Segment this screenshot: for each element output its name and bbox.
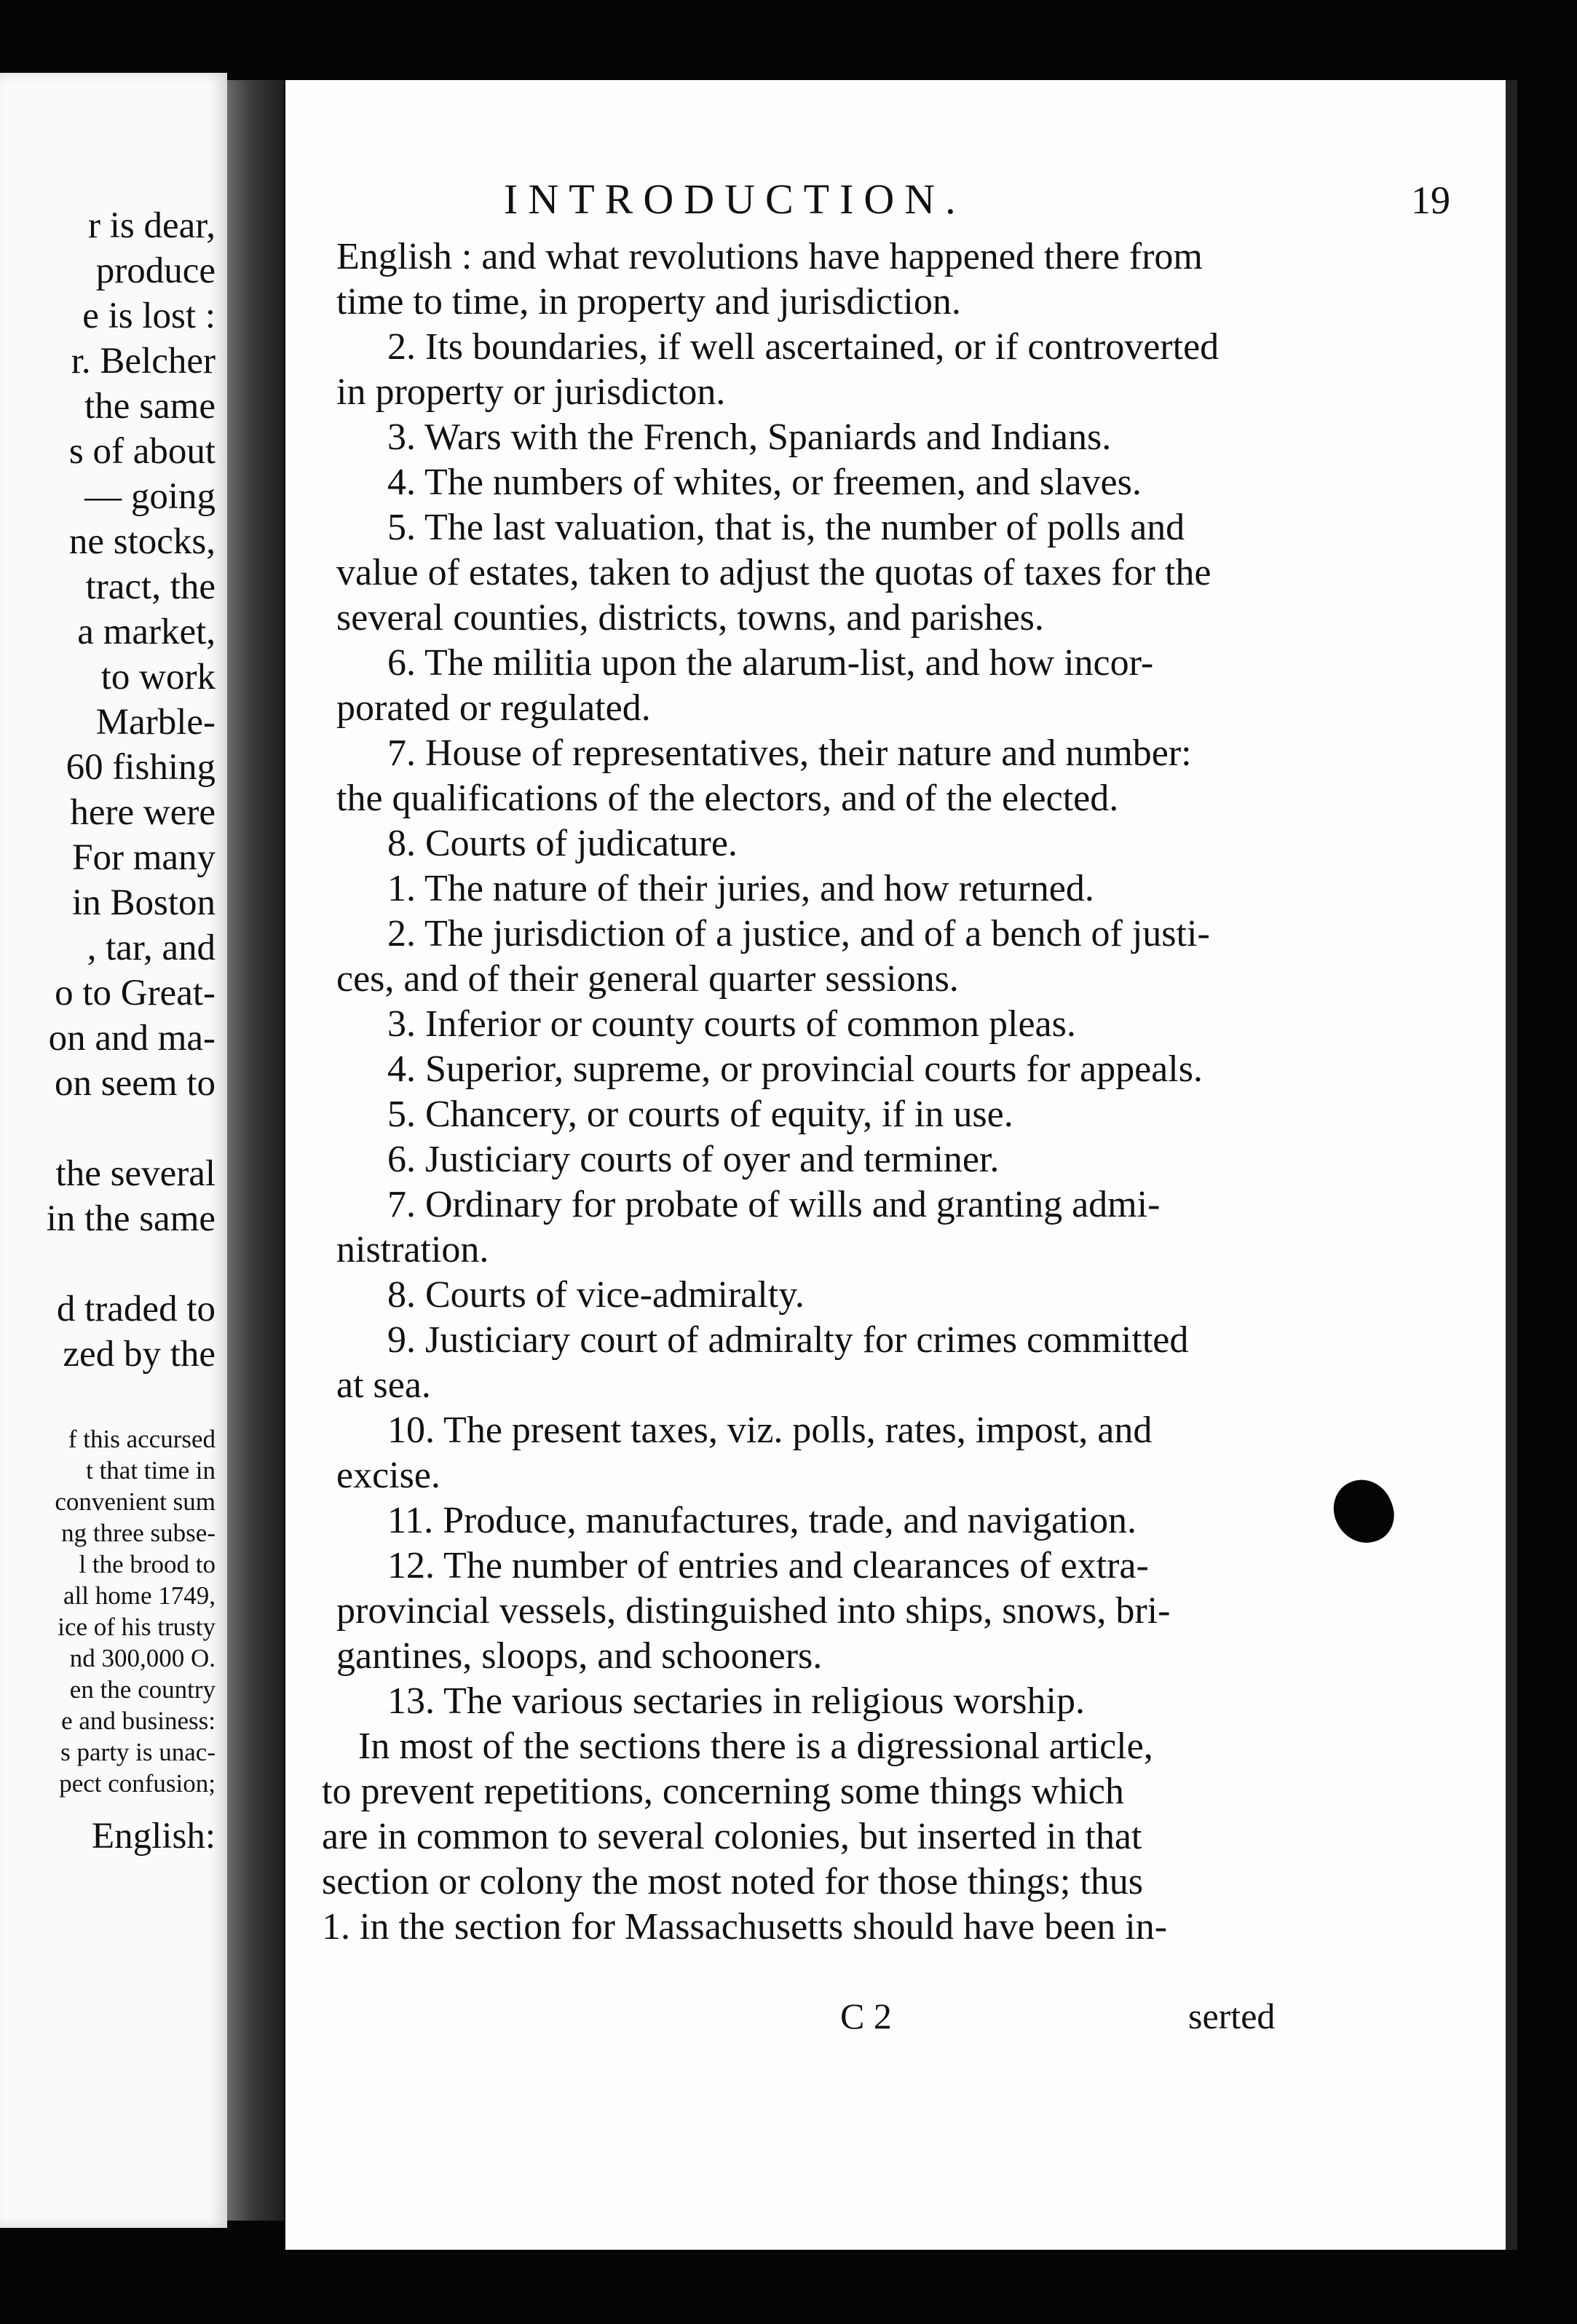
left-footnote-line: f this accursed [68, 1425, 216, 1453]
left-line: ne stocks, [68, 521, 216, 562]
text-line: 8. Courts of vice-admiralty. [387, 1274, 805, 1316]
left-footnote-line: en the country [69, 1675, 216, 1704]
left-line: here were [70, 792, 216, 833]
left-footnote-line: nd 300,000 O. [69, 1644, 216, 1672]
text-line: 4. Superior, supreme, or provincial courts for appeals. [387, 1048, 1203, 1090]
text-line: 9. Justiciary court of admiralty for crimes committed [387, 1319, 1189, 1361]
left-line: the several [55, 1153, 216, 1194]
text-line: 3. Inferior or county courts of common pleas. [387, 1003, 1076, 1045]
left-line: , tar, and [87, 928, 216, 968]
left-line: 60 fishing [66, 747, 216, 788]
text-line: at sea. [336, 1364, 431, 1406]
page-number: 19 [1411, 178, 1450, 222]
text-line: to prevent repetitions, concerning some things which [322, 1771, 1124, 1812]
left-footnote-line: s party is unac- [60, 1738, 216, 1766]
text-line: value of estates, taken to adjust the quotas of taxes for the [336, 552, 1212, 593]
left-line: to work [100, 657, 216, 697]
left-line: on and ma- [48, 1018, 216, 1059]
left-footnote-line: ng three subse- [61, 1519, 216, 1547]
text-line: time to time, in property and jurisdiction. [336, 281, 961, 323]
left-footnote-line: pect confusion; [59, 1769, 216, 1798]
text-line: 2. Its boundaries, if well ascertained, or if controverted [387, 326, 1220, 368]
left-line: in Boston [72, 882, 216, 923]
text-line: 2. The jurisdiction of a justice, and of a bench of justi- [387, 913, 1210, 954]
left-footnote-line: e and business: [61, 1707, 216, 1735]
left-footnote-line: l the brood to [79, 1550, 216, 1578]
text-line: 6. Justiciary courts of oyer and terminer. [387, 1139, 1000, 1180]
page-edge-shadow [1506, 80, 1517, 2250]
left-line: r. Belcher [71, 341, 216, 382]
text-line: 5. Chancery, or courts of equity, if in use. [387, 1094, 1013, 1135]
text-line: several counties, districts, towns, and parishes. [336, 597, 1044, 639]
text-line: 11. Produce, manufactures, trade, and navigation. [387, 1500, 1137, 1541]
left-line: a market, [77, 612, 216, 652]
text-line: the qualifications of the electors, and of the elected. [336, 778, 1119, 819]
left-line: produce [95, 250, 216, 291]
left-page-fragment [0, 73, 227, 2228]
right-page [285, 80, 1506, 2250]
left-catchword: English: [91, 1816, 216, 1857]
text-line: 3. Wars with the French, Spaniards and Indians. [387, 416, 1112, 458]
book-gutter [227, 80, 284, 2221]
left-line: — going [84, 476, 216, 517]
text-line: 12. The number of entries and clearances of extra- [387, 1545, 1149, 1586]
left-footnote-line: all home 1749, [63, 1581, 216, 1610]
text-line: 7. Ordinary for probate of wills and granting admi- [387, 1184, 1161, 1225]
text-line: porated or regulated. [336, 687, 651, 729]
text-line: 6. The militia upon the alarum-list, and how incor- [387, 642, 1154, 684]
left-line: zed by the [63, 1334, 216, 1375]
left-line: e is lost : [82, 296, 216, 336]
running-title: INTRODUCTION. [504, 175, 966, 223]
text-line: 13. The various sectaries in religious worship. [387, 1680, 1085, 1722]
text-line: provincial vessels, distinguished into ships, snows, bri- [336, 1590, 1171, 1632]
text-line: are in common to several colonies, but inserted in that [322, 1816, 1142, 1857]
text-line: In most of the sections there is a digressional article, [358, 1726, 1153, 1767]
left-line: tract, the [85, 566, 216, 607]
left-line: r is dear, [88, 205, 216, 246]
left-footnote-line: ice of his trusty [58, 1613, 216, 1641]
left-line: s of about [68, 431, 216, 472]
catchword: serted [1188, 1996, 1276, 2036]
text-line: in property or jurisdicton. [336, 371, 726, 413]
text-line: 7. House of representatives, their nature and number: [387, 732, 1192, 774]
text-line: gantines, sloops, and schooners. [336, 1635, 823, 1677]
left-footnote-line: convenient sum [55, 1487, 216, 1516]
left-line: d traded to [56, 1289, 216, 1329]
signature-mark: C 2 [840, 1996, 892, 2036]
text-line: section or colony the most noted for those things; thus [322, 1861, 1143, 1902]
text-line: English : and what revolutions have happened there from [336, 236, 1203, 277]
text-line: ces, and of their general quarter sessions. [336, 958, 959, 1000]
text-line: 8. Courts of judicature. [387, 823, 738, 864]
left-line: the same [84, 386, 216, 427]
text-line: 1. The nature of their juries, and how returned. [387, 868, 1094, 909]
left-line: o to Great- [55, 973, 216, 1013]
text-line: nistration. [336, 1229, 489, 1270]
text-line: excise. [336, 1455, 440, 1496]
left-line: on seem to [55, 1063, 216, 1104]
left-line: Marble- [95, 702, 216, 743]
text-line: 10. The present taxes, viz. polls, rates, impost, and [387, 1410, 1153, 1451]
text-line: 4. The numbers of whites, or freemen, and slaves. [387, 462, 1142, 503]
left-footnote-line: t that time in [86, 1456, 216, 1485]
left-line: For many [72, 837, 216, 878]
running-head [504, 175, 1450, 233]
text-line: 5. The last valuation, that is, the number of polls and [387, 507, 1185, 548]
text-line: 1. in the section for Massachusetts should have been in- [322, 1906, 1168, 1948]
left-line: in the same [46, 1198, 216, 1239]
